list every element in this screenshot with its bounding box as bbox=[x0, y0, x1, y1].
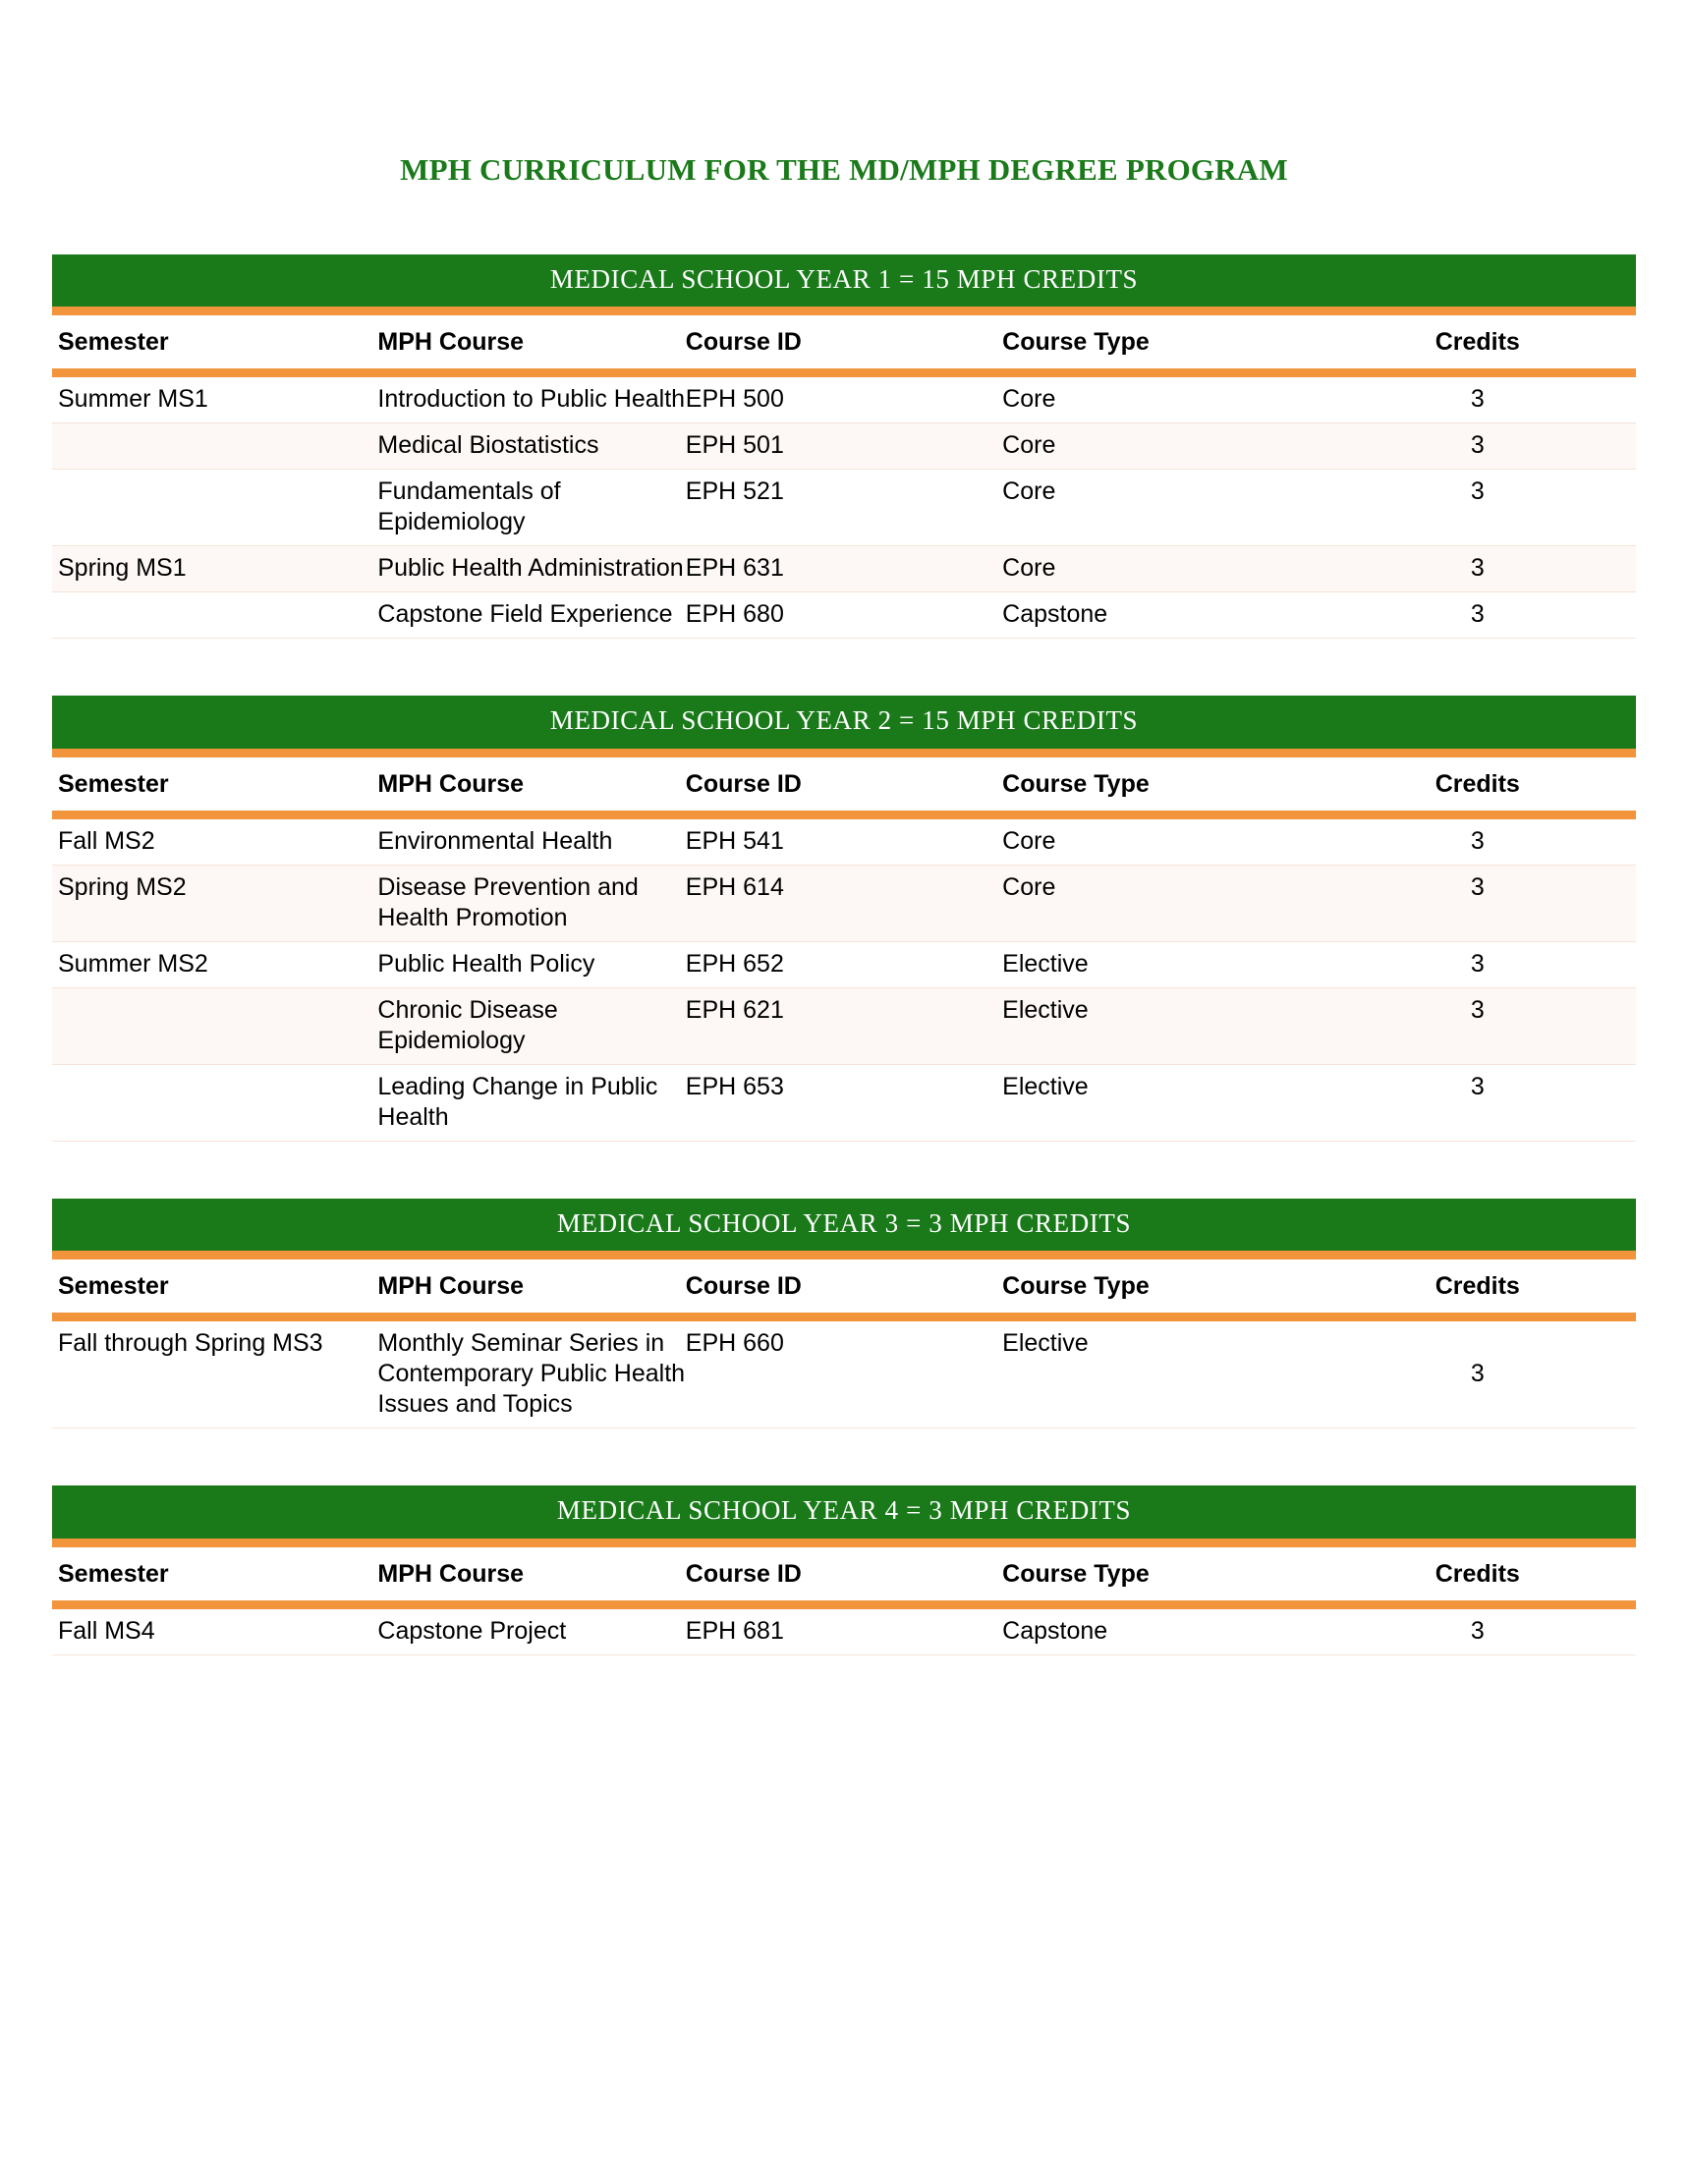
table-row bbox=[52, 1064, 1636, 1141]
cell-course-id: EPH 680 bbox=[686, 592, 1002, 639]
cell-course: Leading Change in Public Health bbox=[368, 1064, 685, 1141]
cell-course-id: EPH 500 bbox=[686, 373, 1002, 423]
column-header-course: MPH Course bbox=[368, 1542, 685, 1604]
year-4-band-label: MEDICAL SCHOOL YEAR 4 = 3 MPH CREDITS bbox=[52, 1485, 1636, 1542]
cell-course-id: EPH 541 bbox=[686, 814, 1002, 865]
cell-course-type: Capstone bbox=[1002, 1604, 1319, 1654]
cell-credits: 3 bbox=[1320, 865, 1636, 941]
column-header-course-id: Course ID bbox=[686, 1542, 1002, 1604]
cell-credits: 3 bbox=[1320, 814, 1636, 865]
cell-credits-value: 3 bbox=[1470, 1360, 1485, 1388]
cell-semester bbox=[52, 423, 368, 470]
cell-semester bbox=[52, 592, 368, 639]
cell-credits: 3 bbox=[1320, 941, 1636, 987]
section-band-row bbox=[52, 254, 1636, 311]
table-row bbox=[52, 592, 1636, 639]
cell-course: Monthly Seminar Series in Contemporary Public Health Issues and Topics bbox=[368, 1317, 685, 1428]
cell-credits: 3 bbox=[1320, 373, 1636, 423]
cell-semester: Spring MS2 bbox=[52, 865, 368, 941]
cell-course: Public Health Administration bbox=[368, 546, 685, 592]
cell-credits: 3 bbox=[1320, 546, 1636, 592]
column-header-course-id: Course ID bbox=[686, 311, 1002, 373]
curriculum-tables bbox=[0, 254, 1688, 1655]
cell-course: Introduction to Public Health bbox=[368, 373, 685, 423]
year-2-band-label: MEDICAL SCHOOL YEAR 2 = 15 MPH CREDITS bbox=[52, 696, 1636, 753]
column-header-row bbox=[52, 753, 1636, 814]
cell-course: Chronic Disease Epidemiology bbox=[368, 987, 685, 1064]
cell-course-id: EPH 614 bbox=[686, 865, 1002, 941]
table-row bbox=[52, 865, 1636, 941]
column-header-course: MPH Course bbox=[368, 1256, 685, 1317]
cell-course-type: Elective bbox=[1002, 941, 1319, 987]
cell-course: Capstone Project bbox=[368, 1604, 685, 1654]
table-row bbox=[52, 941, 1636, 987]
column-header-semester: Semester bbox=[52, 1542, 368, 1604]
cell-course-type: Elective bbox=[1002, 1064, 1319, 1141]
cell-course-type: Elective bbox=[1002, 1317, 1319, 1428]
year-1-table bbox=[52, 254, 1636, 639]
cell-course: Environmental Health bbox=[368, 814, 685, 865]
table-row bbox=[52, 1604, 1636, 1654]
column-header-credits: Credits bbox=[1320, 1542, 1636, 1604]
table-row bbox=[52, 423, 1636, 470]
cell-course-id: EPH 652 bbox=[686, 941, 1002, 987]
year-2-table bbox=[52, 696, 1636, 1141]
column-header-row bbox=[52, 1256, 1636, 1317]
column-header-course-type: Course Type bbox=[1002, 753, 1319, 814]
cell-semester bbox=[52, 1064, 368, 1141]
column-header-course-type: Course Type bbox=[1002, 1256, 1319, 1317]
cell-semester bbox=[52, 470, 368, 546]
column-header-semester: Semester bbox=[52, 311, 368, 373]
year-3-section bbox=[52, 1199, 1636, 1428]
cell-course: Public Health Policy bbox=[368, 941, 685, 987]
cell-course: Medical Biostatistics bbox=[368, 423, 685, 470]
column-header-course: MPH Course bbox=[368, 311, 685, 373]
cell-course-type: Core bbox=[1002, 470, 1319, 546]
section-band-row bbox=[52, 1199, 1636, 1256]
year-2-section bbox=[52, 696, 1636, 1141]
cell-course: Capstone Field Experience bbox=[368, 592, 685, 639]
cell-course-id: EPH 653 bbox=[686, 1064, 1002, 1141]
cell-course-type: Core bbox=[1002, 423, 1319, 470]
cell-semester: Summer MS2 bbox=[52, 941, 368, 987]
column-header-course-id: Course ID bbox=[686, 1256, 1002, 1317]
column-header-row bbox=[52, 1542, 1636, 1604]
column-header-course-id: Course ID bbox=[686, 753, 1002, 814]
table-row bbox=[52, 1317, 1636, 1428]
cell-credits: 3 bbox=[1320, 987, 1636, 1064]
table-row bbox=[52, 546, 1636, 592]
column-header-course-type: Course Type bbox=[1002, 1542, 1319, 1604]
cell-course: Fundamentals of Epidemiology bbox=[368, 470, 685, 546]
column-header-credits: Credits bbox=[1320, 311, 1636, 373]
cell-course-type: Core bbox=[1002, 865, 1319, 941]
cell-semester bbox=[52, 987, 368, 1064]
cell-course-id: EPH 521 bbox=[686, 470, 1002, 546]
year-3-band-label: MEDICAL SCHOOL YEAR 3 = 3 MPH CREDITS bbox=[52, 1199, 1636, 1256]
year-4-section bbox=[52, 1485, 1636, 1654]
table-row bbox=[52, 814, 1636, 865]
table-row bbox=[52, 373, 1636, 423]
cell-course-type: Capstone bbox=[1002, 592, 1319, 639]
cell-credits: 3 bbox=[1320, 423, 1636, 470]
section-band-row bbox=[52, 696, 1636, 753]
cell-course: Disease Prevention and Health Promotion bbox=[368, 865, 685, 941]
year-3-table bbox=[52, 1199, 1636, 1428]
column-header-credits: Credits bbox=[1320, 1256, 1636, 1317]
cell-course-id: EPH 631 bbox=[686, 546, 1002, 592]
table-row bbox=[52, 470, 1636, 546]
year-4-table bbox=[52, 1485, 1636, 1654]
cell-course-type: Core bbox=[1002, 814, 1319, 865]
cell-course-id: EPH 681 bbox=[686, 1604, 1002, 1654]
cell-course-id: EPH 660 bbox=[686, 1317, 1002, 1428]
column-header-row bbox=[52, 311, 1636, 373]
year-1-section bbox=[52, 254, 1636, 639]
cell-course-id: EPH 621 bbox=[686, 987, 1002, 1064]
cell-semester: Summer MS1 bbox=[52, 373, 368, 423]
column-header-credits: Credits bbox=[1320, 753, 1636, 814]
cell-semester: Fall through Spring MS3 bbox=[52, 1317, 368, 1428]
page-title: MPH CURRICULUM FOR THE MD/MPH DEGREE PROGRAM bbox=[400, 152, 1288, 187]
year-1-band-label: MEDICAL SCHOOL YEAR 1 = 15 MPH CREDITS bbox=[52, 254, 1636, 311]
table-row bbox=[52, 987, 1636, 1064]
column-header-semester: Semester bbox=[52, 753, 368, 814]
cell-credits: 3 bbox=[1320, 592, 1636, 639]
cell-credits bbox=[1320, 1317, 1636, 1428]
cell-course-id: EPH 501 bbox=[686, 423, 1002, 470]
cell-course-type: Elective bbox=[1002, 987, 1319, 1064]
cell-semester: Fall MS4 bbox=[52, 1604, 368, 1654]
section-band-row bbox=[52, 1485, 1636, 1542]
cell-semester: Fall MS2 bbox=[52, 814, 368, 865]
cell-course-type: Core bbox=[1002, 546, 1319, 592]
cell-credits: 3 bbox=[1320, 1604, 1636, 1654]
cell-semester: Spring MS1 bbox=[52, 546, 368, 592]
cell-credits: 3 bbox=[1320, 470, 1636, 546]
column-header-course-type: Course Type bbox=[1002, 311, 1319, 373]
cell-credits: 3 bbox=[1320, 1064, 1636, 1141]
column-header-semester: Semester bbox=[52, 1256, 368, 1317]
cell-course-type: Core bbox=[1002, 373, 1319, 423]
column-header-course: MPH Course bbox=[368, 753, 685, 814]
